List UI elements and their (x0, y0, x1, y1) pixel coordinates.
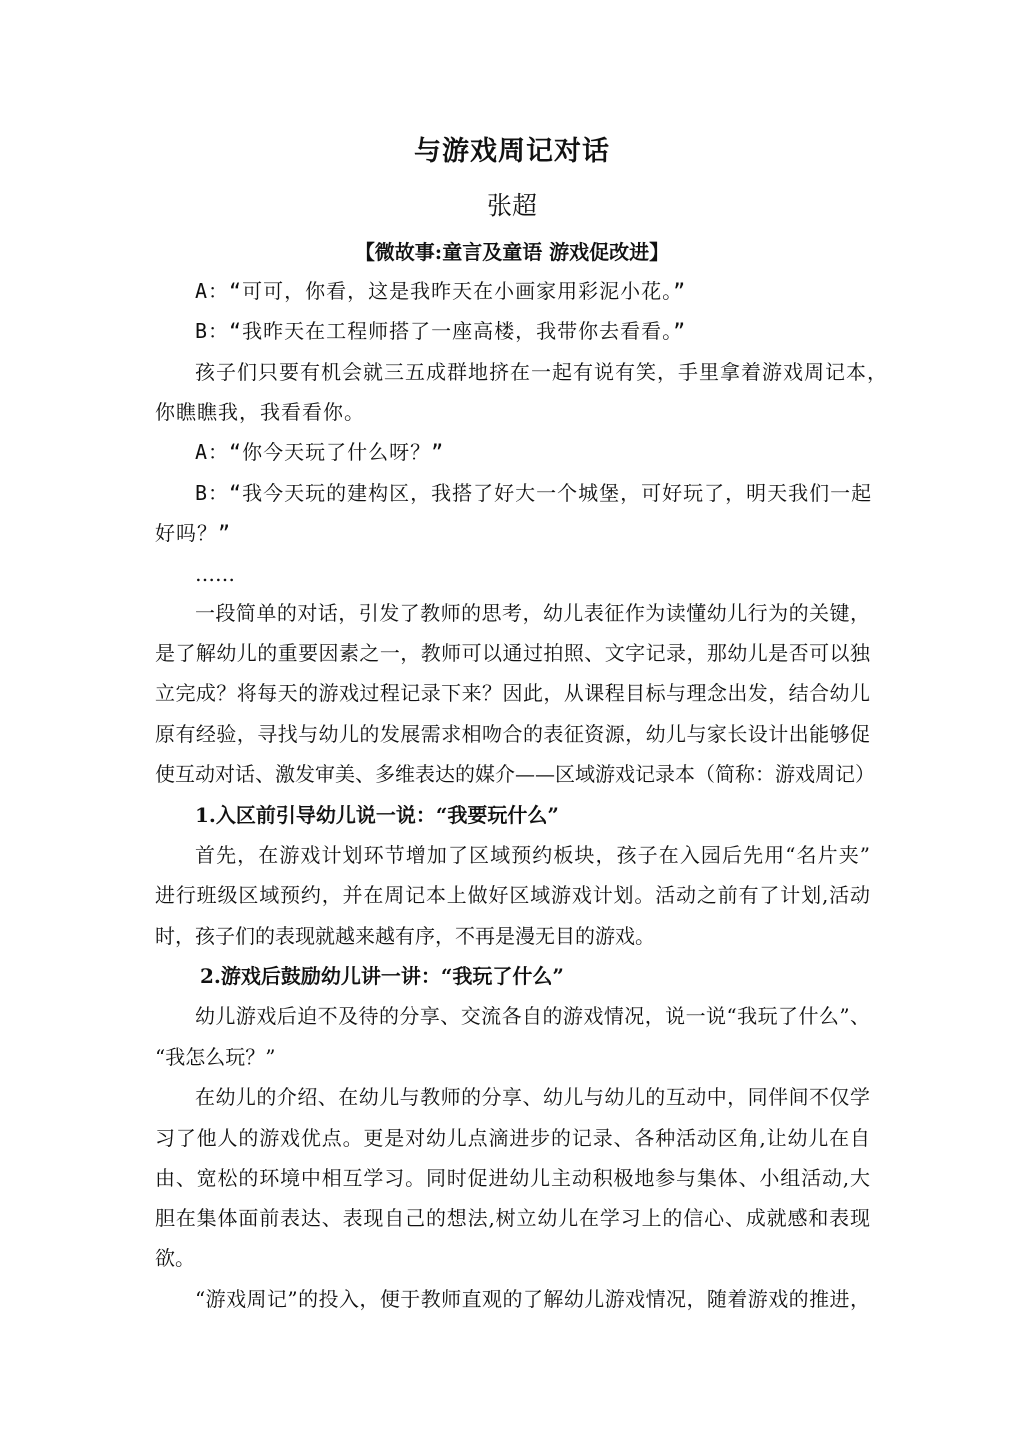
section-1-line: 首先，在游戏计划环节增加了区域预约板块，孩子在入园后先用“名片夹” (195, 843, 870, 867)
section-2-line: “游戏周记”的投入，便于教师直观的了解幼儿游戏情况，随着游戏的推进， (195, 1287, 870, 1311)
dialogue-line: 好吗？” (155, 521, 232, 545)
intro-paragraph-line: 立完成？将每天的游戏过程记录下来？因此，从课程目标与理念出发，结合幼儿 (155, 681, 870, 705)
narration-line: 孩子们只要有机会就三五成群地挤在一起有说有笑，手里拿着游戏周记本， (195, 360, 888, 384)
section-1-line: 进行班级区域预约，并在周记本上做好区域游戏计划。活动之前有了计划,活动 (155, 883, 870, 907)
section-heading: 1.入区前引导幼儿说一说：“我要玩什么” (195, 803, 559, 827)
section-2-line: “我怎么玩？” (155, 1045, 276, 1069)
dialogue-line: B：“我今天玩的建构区，我搭了好大一个城堡，可好玩了，明天我们一起 (195, 481, 873, 505)
section-2-line: 习了他人的游戏优点。更是对幼儿点滴进步的记录、各种活动区角,让幼儿在自 (155, 1126, 870, 1150)
section-heading: 2.游戏后鼓励幼儿讲一讲：“我玩了什么” (200, 964, 564, 988)
intro-paragraph-line: 使互动对话、激发审美、多维表达的媒介——区域游戏记录本（简称：游戏周记） (155, 762, 875, 786)
dialogue-line: B：“我昨天在工程师搭了一座高楼，我带你去看看。” (195, 319, 687, 343)
intro-paragraph-line: 一段简单的对话，引发了教师的思考，幼儿表征作为读懂幼儿行为的关键， (195, 601, 870, 625)
ellipsis: …… (195, 562, 235, 586)
micro-story-heading: 【微故事:童言及童语 游戏促改进】 (354, 240, 670, 264)
narration-line: 你瞧瞧我，我看看你。 (155, 400, 365, 424)
author-name: 张超 (486, 191, 537, 220)
section-2-line: 欲。 (155, 1246, 195, 1270)
dialogue-line: A：“你今天玩了什么呀？” (195, 440, 445, 464)
intro-paragraph-line: 原有经验，寻找与幼儿的发展需求相吻合的表征资源，幼儿与家长设计出能够促 (155, 722, 870, 746)
intro-paragraph-line: 是了解幼儿的重要因素之一，教师可以通过拍照、文字记录，那幼儿是否可以独 (155, 641, 870, 665)
document-title: 与游戏周记对话 (414, 136, 610, 167)
section-2-line: 在幼儿的介绍、在幼儿与教师的分享、幼儿与幼儿的互动中，同伴间不仅学 (195, 1085, 870, 1109)
section-1-line: 时，孩子们的表现就越来越有序，不再是漫无目的游戏。 (155, 924, 655, 948)
section-2-line: 胆在集体面前表达、表现自己的想法,树立幼儿在学习上的信心、成就感和表现 (155, 1206, 870, 1230)
dialogue-line: A：“可可，你看，这是我昨天在小画家用彩泥小花。” (195, 279, 687, 303)
section-2-line: 幼儿游戏后迫不及待的分享、交流各自的游戏情况，说一说“我玩了什么”、 (195, 1004, 870, 1028)
section-2-line: 由、宽松的环境中相互学习。同时促进幼儿主动积极地参与集体、小组活动,大 (155, 1166, 870, 1190)
